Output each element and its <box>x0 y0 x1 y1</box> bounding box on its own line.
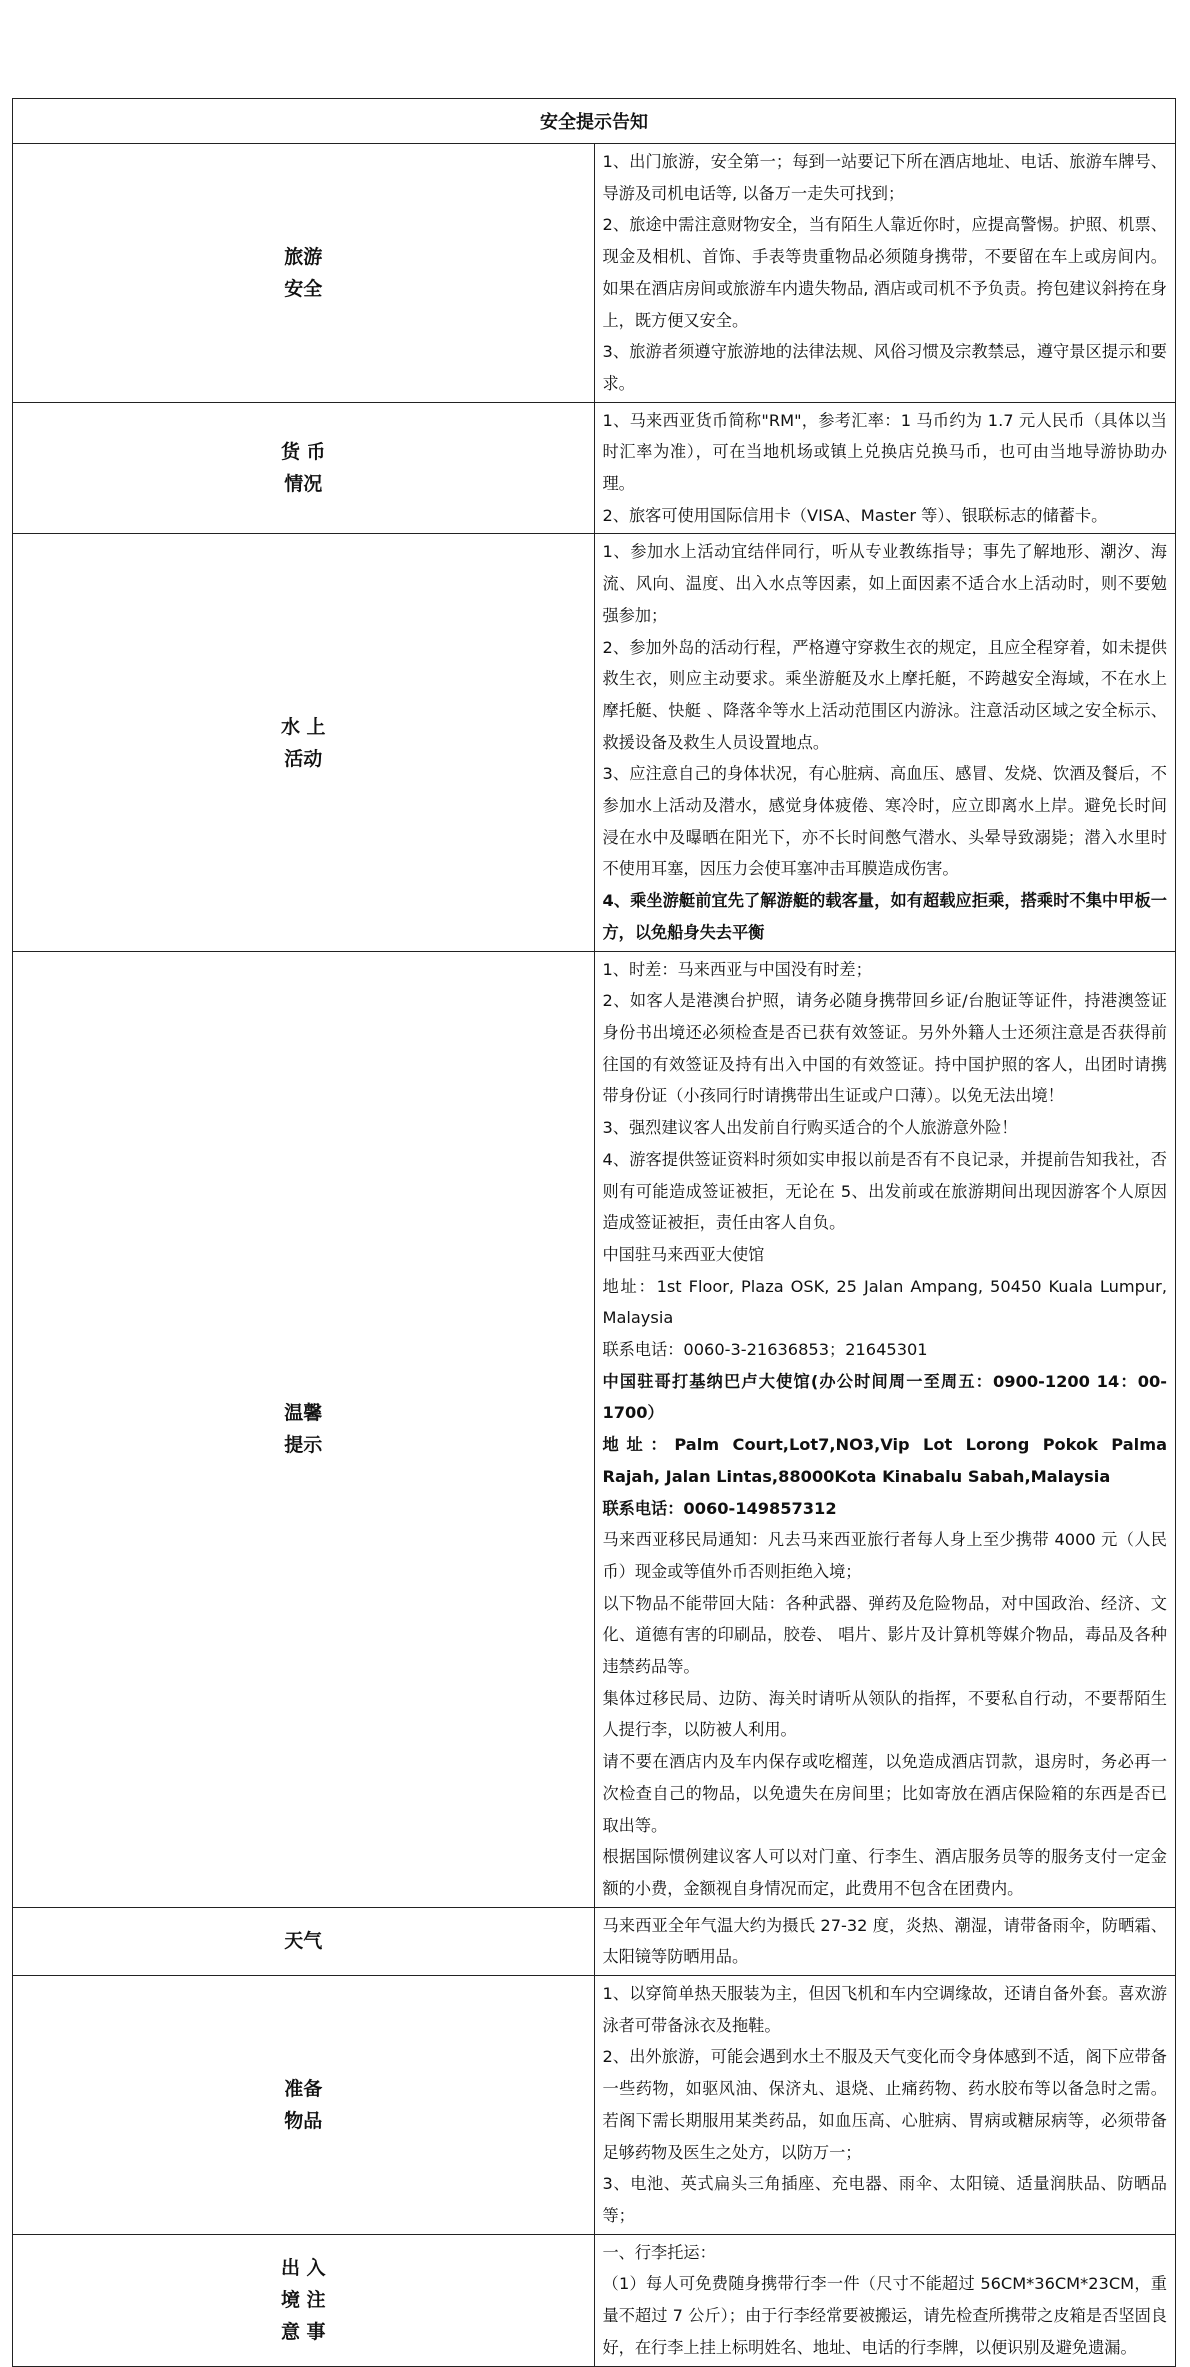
section-row-water-activities <box>13 534 1176 951</box>
section-label-line: 安全 <box>284 277 323 300</box>
section-label-line: 货 币 <box>280 441 326 464</box>
section-content <box>594 144 1176 403</box>
section-label-line: 情况 <box>284 473 323 496</box>
section-paragraph: 2、旅途中需注意财物安全，当有陌生人靠近你时，应提高警惕。护照、机票、现金及相机、首饰、手表等贵重物品必须随身携带，不要留在车上或房间内。如果在酒店房间或旅游车内遗失物品, 酒店或司机不予负责。挎包建议斜挎在身上，既方便又安全。 <box>602 215 1167 330</box>
section-paragraph: 1、时差：马来西亚与中国没有时差； <box>602 959 872 979</box>
section-label-line: 温馨 <box>284 1402 323 1425</box>
section-paragraph: 3、应注意自己的身体状况，有心脏病、高血压、感冒、发烧、饮酒及餐后，不参加水上活动及潜水，感觉身体疲倦、寒冷时，应立即离水上岸。避免长时间浸在水中及曝晒在阳光下，亦不长时间憋气潜水、头晕导致溺毙；潜入水里时不使用耳塞，因压力会使耳塞冲击耳膜造成伤害。 <box>602 764 1167 879</box>
section-paragraph: 联系电话：0060-149857312 <box>602 1498 837 1518</box>
section-label <box>13 144 595 403</box>
section-row-travel-safety <box>13 144 1176 403</box>
section-paragraph: 2、出外旅游，可能会遇到水土不服及天气变化而令身体感到不适，阁下应带备一些药物，如驱风油、保济丸、退烧、止痛药物、药水胶布等以备急时之需。若阁下需长期服用某类药品，如血压高、心脏病、胃病或糖尿病等，必须带备足够药物及医生之处方，以防万一； <box>602 2047 1167 2162</box>
section-row-currency <box>13 402 1176 534</box>
section-paragraph: 1、参加水上活动宜结伴同行，听从专业教练指导；事先了解地形、潮汐、海流、风向、温度、出入水点等因素，如上面因素不适合水上活动时，则不要勉强参加； <box>602 542 1167 625</box>
section-label-line: 出 入 <box>280 2257 326 2280</box>
section-label-line: 旅游 <box>284 245 323 268</box>
section-paragraph: 马来西亚移民局通知：凡去马来西亚旅行者每人身上至少携带 4000 元（人民币）现金或等值外币否则拒绝入境； <box>602 1530 1167 1581</box>
section-paragraph: 请不要在酒店内及车内保存或吃榴莲，以免造成酒店罚款，退房时，务必再一次检查自己的物品，以免遗失在房间里；比如寄放在酒店保险箱的东西是否已取出等。 <box>602 1752 1167 1835</box>
section-content <box>594 402 1176 534</box>
section-paragraph: 3、旅游者须遵守旅游地的法律法规、风俗习惯及宗教禁忌，遵守景区提示和要求。 <box>602 342 1167 393</box>
notice-document <box>12 98 1176 2367</box>
section-paragraph: 4、乘坐游艇前宜先了解游艇的载客量，如有超载应拒乘，搭乘时不集中甲板一方，以免船身失去平衡 <box>602 891 1167 942</box>
section-paragraph: （1）每人可免费随身携带行李一件（尺寸不能超过 56CM*36CM*23CM，重量不超过 7 公斤）；由于行李经常要被搬运，请先检查所携带之皮箱是否坚固良好，在行李上挂上标明姓名、地址、电话的行李牌，以便识别及避免遗漏。 <box>602 2274 1167 2357</box>
section-paragraph: 2、旅客可使用国际信用卡（VISA、Master 等）、银联标志的储蓄卡。 <box>602 505 1108 525</box>
section-label-line: 水 上 <box>280 715 326 738</box>
section-paragraph: 地址：1st Floor, Plaza OSK, 25 Jalan Ampang, 50450 Kuala Lumpur, Malaysia <box>602 1276 1167 1328</box>
section-row-items-to-prepare <box>13 1976 1176 2235</box>
section-label-line: 天气 <box>284 1930 323 1953</box>
section-paragraph: 2、参加外岛的活动行程，严格遵守穿救生衣的规定，且应全程穿着，如未提供救生衣，则应主动要求。乘坐游艇及水上摩托艇，不跨越安全海域，不在水上摩托艇、快艇 、降落伞等水上活动范围区内游泳。注意活动区域之安全标示、救援设备及救生人员设置地点。 <box>602 637 1167 752</box>
section-paragraph: 中国驻马来西亚大使馆 <box>602 1244 765 1264</box>
section-label <box>13 951 595 1907</box>
section-paragraph: 马来西亚全年气温大约为摄氏 27-32 度，炎热、潮湿，请带备雨伞，防晒霜、太阳镜等防晒用品。 <box>602 1915 1167 1967</box>
section-row-warm-tips <box>13 951 1176 1907</box>
section-paragraph: 2、如客人是港澳台护照，请务必随身携带回乡证/台胞证等证件，持港澳签证身份书出境还必须检查是否已获有效签证。另外外籍人士还须注意是否获得前往国的有效签证及持有出入中国的有效签证。持中国护照的客人，出团时请携带身份证（小孩同行时请携带出生证或户口薄）。以免无法出境！ <box>602 991 1167 1106</box>
section-paragraph: 4、游客提供签证资料时须如实申报以前是否有不良记录，并提前告知我社，否则有可能造成签证被拒，无论在 5、出发前或在旅游期间出现因游客个人原因造成签证被拒，责任由客人自负。 <box>602 1149 1167 1233</box>
section-row-entry-exit-notes <box>13 2234 1176 2366</box>
section-label-line: 物品 <box>284 2109 323 2132</box>
section-paragraph: 1、以穿简单热天服装为主，但因飞机和车内空调缘故，还请自备外套。喜欢游泳者可带备泳衣及拖鞋。 <box>602 1984 1167 2035</box>
section-paragraph: 1、出门旅游，安全第一；每到一站要记下所在酒店地址、电话、旅游车牌号、导游及司机电话等, 以备万一走失可找到； <box>602 152 1167 203</box>
section-content <box>594 951 1176 1907</box>
section-label-line: 意 事 <box>280 2321 326 2344</box>
section-label-line: 境 注 <box>280 2289 326 2312</box>
section-label <box>13 1976 595 2235</box>
section-paragraph: 一、行李托运： <box>602 2242 716 2262</box>
section-content <box>594 534 1176 951</box>
section-content <box>594 1976 1176 2235</box>
section-paragraph: 1、马来西亚货币简称"RM"，参考汇率：1 马币约为 1.7 元人民币（具体以当时汇率为准），可在当地机场或镇上兑换店兑换马币，也可由当地导游协助办理。 <box>602 410 1167 494</box>
safety-notice-table <box>12 98 1176 2367</box>
notice-title: 安全提示告知 <box>13 99 1176 144</box>
section-paragraph: 3、强烈建议客人出发前自行购买适合的个人旅游意外险！ <box>602 1118 1018 1138</box>
section-paragraph: 根据国际惯例建议客人可以对门童、行李生、酒店服务员等的服务支付一定金额的小费，金额视自身情况而定，此费用不包含在团费内。 <box>602 1847 1167 1898</box>
section-content <box>594 1907 1176 1975</box>
section-label <box>13 534 595 951</box>
section-paragraph: 3、电池、英式扁头三角插座、充电器、雨伞、太阳镜、适量润肤品、防晒品等； <box>602 2174 1167 2225</box>
section-label-line: 提示 <box>284 1434 323 1457</box>
section-row-weather <box>13 1907 1176 1975</box>
section-paragraph: 联系电话：0060-3-21636853；21645301 <box>602 1340 928 1360</box>
section-paragraph: 以下物品不能带回大陆：各种武器、弹药及危险物品，对中国政治、经济、文化、道德有害的印刷品，胶卷、 唱片、影片及计算机等媒介物品，毒品及各种违禁药品等。 <box>602 1593 1167 1677</box>
section-content <box>594 2234 1176 2366</box>
section-label-line: 活动 <box>284 747 323 770</box>
section-paragraph: 中国驻哥打基纳巴卢大使馆(办公时间周一至周五：0900-1200 14：00-1700） <box>602 1371 1167 1423</box>
title-row <box>13 99 1176 144</box>
section-label <box>13 402 595 534</box>
section-paragraph: 地址：Palm Court,Lot7,NO3,Vip Lot Lorong Pokok Palma Rajah, Jalan Lintas,88000Kota Kinabalu Sabah,Malaysia <box>602 1435 1167 1486</box>
section-label-line: 准备 <box>284 2077 323 2100</box>
section-label <box>13 2234 595 2366</box>
section-paragraph: 集体过移民局、边防、海关时请听从领队的指挥，不要私自行动，不要帮陌生人提行李，以防被人利用。 <box>602 1688 1167 1740</box>
section-label <box>13 1907 595 1975</box>
